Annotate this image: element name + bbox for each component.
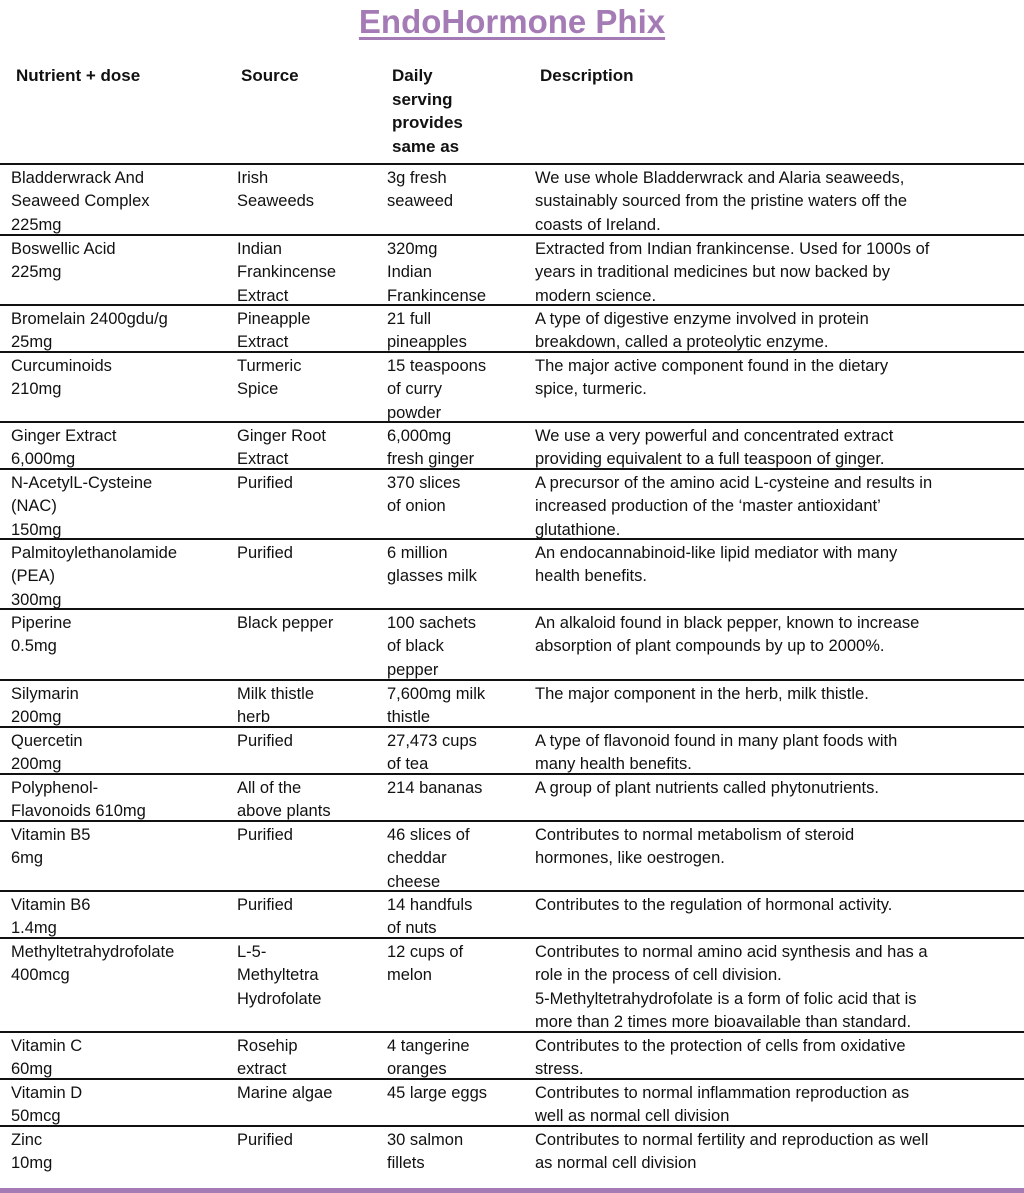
cell-nutrient-line: Bladderwrack And bbox=[11, 169, 144, 187]
table-row bbox=[0, 610, 1024, 681]
cell-description bbox=[535, 824, 1013, 871]
cell-nutrient-line: 210mg bbox=[11, 380, 62, 399]
cell-nutrient bbox=[11, 824, 225, 871]
cell-source bbox=[237, 612, 383, 635]
cell-source bbox=[237, 1129, 383, 1152]
cell-source-line: Turmeric bbox=[237, 357, 302, 375]
cell-description-line: hormones, like oestrogen. bbox=[535, 849, 725, 868]
cell-description bbox=[535, 1129, 1013, 1174]
cell-daily-serving bbox=[387, 238, 527, 306]
cell-source-line: herb bbox=[237, 708, 271, 727]
cell-source-line: Purified bbox=[237, 1131, 293, 1149]
cell-daily-serving bbox=[387, 612, 527, 681]
header-source bbox=[241, 64, 381, 88]
cell-nutrient-line: 225mg bbox=[11, 215, 62, 234]
cell-daily-serving-line: 214 bananas bbox=[387, 779, 483, 797]
table-row bbox=[0, 540, 1024, 610]
cell-description-line: A group of plant nutrients called phytonutrients. bbox=[535, 779, 879, 797]
cell-description-line: more than 2 times more bioavailable than standard. bbox=[535, 1012, 912, 1031]
cell-daily-serving-line: of nuts bbox=[387, 919, 437, 938]
cell-source bbox=[237, 167, 383, 214]
cell-description-line: stress. bbox=[535, 1060, 584, 1079]
cell-daily-serving-line: of curry bbox=[387, 380, 443, 399]
cell-daily-serving-line: fillets bbox=[387, 1154, 425, 1173]
header-nutrient bbox=[16, 64, 231, 88]
cell-source bbox=[237, 308, 383, 353]
cell-nutrient-line: 400mcg bbox=[11, 966, 70, 985]
cell-description bbox=[535, 730, 1013, 775]
cell-daily-serving-line: 14 handfuls bbox=[387, 896, 473, 914]
cell-nutrient-line: 6,000mg bbox=[11, 450, 76, 469]
cell-daily-serving bbox=[387, 167, 527, 214]
cell-nutrient-line: N-AcetylL-Cysteine bbox=[11, 474, 153, 492]
cell-description-line: providing equivalent to a full teaspoon of ginger. bbox=[535, 450, 885, 469]
cell-daily-serving-line: 320mg bbox=[387, 240, 438, 258]
cell-description bbox=[535, 894, 1013, 917]
cell-nutrient-line: (PEA) bbox=[11, 567, 56, 586]
table-row bbox=[0, 236, 1024, 306]
cell-description bbox=[535, 425, 1013, 470]
cell-source bbox=[237, 425, 383, 470]
cell-nutrient bbox=[11, 1035, 225, 1080]
nutrient-table-body bbox=[0, 165, 1024, 1174]
cell-nutrient-line: Methyltetrahydrofolate bbox=[11, 943, 175, 961]
cell-nutrient-line: 50mcg bbox=[11, 1107, 61, 1126]
cell-description-line: We use whole Bladderwrack and Alaria seaweeds, bbox=[535, 169, 905, 187]
cell-description bbox=[535, 167, 1013, 236]
cell-daily-serving bbox=[387, 941, 527, 988]
cell-nutrient-line: Seaweed Complex bbox=[11, 192, 150, 211]
cell-source-line: Milk thistle bbox=[237, 685, 315, 703]
cell-daily-serving-line: 370 slices bbox=[387, 474, 461, 492]
cell-daily-serving bbox=[387, 355, 527, 423]
table-row bbox=[0, 728, 1024, 775]
cell-daily-serving-line: oranges bbox=[387, 1060, 447, 1079]
table-row bbox=[0, 681, 1024, 728]
cell-nutrient-line: 6mg bbox=[11, 849, 44, 868]
cell-description-line: increased production of the ‘master antioxidant’ bbox=[535, 497, 881, 516]
cell-daily-serving bbox=[387, 777, 527, 800]
cell-daily-serving-line: powder bbox=[387, 403, 442, 422]
cell-description-line: A type of digestive enzyme involved in protein bbox=[535, 310, 869, 328]
cell-daily-serving-line: of black bbox=[387, 637, 444, 656]
header-daily-serving-line: same as bbox=[392, 136, 460, 156]
cell-description bbox=[535, 308, 1013, 353]
cell-source-line: Purified bbox=[237, 732, 293, 750]
cell-daily-serving-line: seaweed bbox=[387, 192, 454, 211]
cell-description-line: years in traditional medicines but now backed by bbox=[535, 263, 890, 282]
cell-source-line: L-5- bbox=[237, 943, 267, 961]
cell-description-line: glutathione. bbox=[535, 520, 621, 539]
cell-source-line: Purified bbox=[237, 474, 293, 492]
cell-description bbox=[535, 1082, 1013, 1127]
cell-description-line: absorption of plant compounds by up to 2000%. bbox=[535, 637, 885, 656]
header-source-line: Source bbox=[241, 66, 299, 85]
cell-daily-serving bbox=[387, 542, 527, 589]
cell-daily-serving-line: thistle bbox=[387, 708, 431, 727]
cell-nutrient bbox=[11, 355, 225, 402]
table-row bbox=[0, 353, 1024, 423]
cell-daily-serving-line: of tea bbox=[387, 755, 429, 774]
header-daily-serving-line: Daily bbox=[392, 66, 433, 85]
cell-description-line: Contributes to normal fertility and reproduction as well bbox=[535, 1131, 929, 1149]
cell-source-line: Purified bbox=[237, 896, 293, 914]
cell-daily-serving-line: 12 cups of bbox=[387, 943, 464, 961]
cell-source-line: Rosehip bbox=[237, 1037, 298, 1055]
cell-source-line: Extract bbox=[237, 333, 289, 352]
table-row bbox=[0, 775, 1024, 822]
cell-daily-serving-line: pepper bbox=[387, 660, 439, 679]
table-header bbox=[0, 64, 1024, 163]
cell-nutrient-line: 225mg bbox=[11, 263, 62, 282]
cell-nutrient-line: Polyphenol- bbox=[11, 779, 99, 797]
cell-source bbox=[237, 941, 383, 1011]
header-daily-serving-line: provides bbox=[392, 113, 463, 132]
cell-source bbox=[237, 730, 383, 753]
table-row bbox=[0, 939, 1024, 1033]
cell-description-line: Contributes to the protection of cells from oxidative bbox=[535, 1037, 906, 1055]
cell-description bbox=[535, 941, 1013, 1033]
cell-daily-serving-line: Frankincense bbox=[387, 286, 487, 305]
cell-nutrient bbox=[11, 238, 225, 285]
cell-nutrient-line: Piperine bbox=[11, 614, 72, 632]
cell-nutrient-line: 60mg bbox=[11, 1060, 53, 1079]
table-row bbox=[0, 1080, 1024, 1127]
cell-description-line: A precursor of the amino acid L-cysteine and results in bbox=[535, 474, 933, 492]
cell-description-line: An endocannabinoid-like lipid mediator with many bbox=[535, 544, 898, 562]
cell-nutrient bbox=[11, 542, 225, 610]
table-row bbox=[0, 306, 1024, 353]
cell-daily-serving-line: 15 teaspoons bbox=[387, 357, 487, 375]
cell-source bbox=[237, 777, 383, 822]
cell-nutrient-line: 200mg bbox=[11, 708, 62, 727]
cell-source bbox=[237, 1035, 383, 1080]
table-row bbox=[0, 470, 1024, 540]
cell-source-line: extract bbox=[237, 1060, 287, 1079]
cell-source-line: Marine algae bbox=[237, 1084, 333, 1102]
cell-nutrient-line: 200mg bbox=[11, 755, 62, 774]
cell-daily-serving-line: 30 salmon bbox=[387, 1131, 464, 1149]
cell-nutrient-line: Flavonoids 610mg bbox=[11, 802, 146, 821]
header-description bbox=[540, 64, 1010, 88]
table-row bbox=[0, 165, 1024, 236]
cell-daily-serving-line: 100 sachets bbox=[387, 614, 476, 632]
cell-daily-serving-line: of onion bbox=[387, 497, 446, 516]
cell-nutrient bbox=[11, 777, 225, 822]
table-row bbox=[0, 423, 1024, 470]
cell-daily-serving bbox=[387, 425, 527, 470]
cell-daily-serving bbox=[387, 894, 527, 939]
cell-source-line: Methyltetra bbox=[237, 966, 319, 985]
cell-daily-serving-line: melon bbox=[387, 966, 432, 985]
cell-description-line: 5-Methyltetrahydrofolate is a form of folic acid that is bbox=[535, 989, 917, 1008]
cell-description bbox=[535, 355, 1013, 402]
cell-source-line: above plants bbox=[237, 802, 331, 821]
cell-daily-serving-line: 46 slices of bbox=[387, 826, 470, 844]
cell-source bbox=[237, 472, 383, 495]
bottom-accent-bar bbox=[0, 1188, 1024, 1193]
cell-daily-serving-line: cheese bbox=[387, 872, 441, 891]
cell-nutrient-line: Vitamin D bbox=[11, 1084, 83, 1102]
cell-nutrient-line: (NAC) bbox=[11, 497, 57, 516]
page-title bbox=[0, 2, 1024, 42]
cell-description-line: coasts of Ireland. bbox=[535, 215, 661, 234]
cell-source-line: Purified bbox=[237, 826, 293, 844]
cell-nutrient bbox=[11, 612, 225, 659]
cell-source-line: Pineapple bbox=[237, 310, 311, 328]
cell-nutrient-line: Bromelain 2400gdu/g bbox=[11, 310, 168, 328]
cell-nutrient-line: 25mg bbox=[11, 333, 53, 352]
cell-description-line: spice, turmeric. bbox=[535, 380, 647, 399]
cell-nutrient-line: Silymarin bbox=[11, 685, 79, 703]
header-daily-serving-line: serving bbox=[392, 89, 453, 109]
cell-nutrient-line: Boswellic Acid bbox=[11, 240, 116, 258]
cell-description-line: modern science. bbox=[535, 286, 657, 305]
cell-nutrient bbox=[11, 941, 225, 988]
cell-source-line: Purified bbox=[237, 544, 293, 562]
cell-daily-serving-line: glasses milk bbox=[387, 567, 477, 586]
cell-description-line: many health benefits. bbox=[535, 755, 692, 774]
cell-nutrient-line: Vitamin B5 bbox=[11, 826, 91, 844]
cell-source-line: Hydrofolate bbox=[237, 989, 322, 1008]
cell-nutrient-line: Ginger Extract bbox=[11, 427, 117, 445]
cell-nutrient bbox=[11, 472, 225, 540]
cell-description-line: The major active component found in the dietary bbox=[535, 357, 889, 375]
cell-description-line: breakdown, called a proteolytic enzyme. bbox=[535, 333, 829, 352]
cell-daily-serving-line: 3g fresh bbox=[387, 169, 447, 187]
table-row bbox=[0, 1127, 1024, 1174]
header-nutrient-line: Nutrient + dose bbox=[16, 66, 141, 85]
cell-description-line: Contributes to normal amino acid synthesis and has a bbox=[535, 943, 928, 961]
table-row bbox=[0, 822, 1024, 892]
cell-daily-serving-line: cheddar bbox=[387, 849, 447, 868]
cell-description-line: Contributes to the regulation of hormonal activity. bbox=[535, 896, 893, 914]
cell-nutrient-line: 1.4mg bbox=[11, 919, 57, 938]
cell-description bbox=[535, 612, 1013, 659]
cell-source bbox=[237, 355, 383, 402]
cell-source-line: Extract bbox=[237, 286, 289, 305]
cell-daily-serving bbox=[387, 1129, 527, 1174]
cell-daily-serving bbox=[387, 683, 527, 728]
cell-source bbox=[237, 894, 383, 917]
cell-source-line: Ginger Root bbox=[237, 427, 326, 445]
cell-description bbox=[535, 238, 1013, 306]
cell-source-line: All of the bbox=[237, 779, 302, 797]
cell-description-line: as normal cell division bbox=[535, 1154, 697, 1173]
cell-nutrient-line: Vitamin C bbox=[11, 1037, 83, 1055]
cell-source bbox=[237, 683, 383, 728]
cell-source-line: Seaweeds bbox=[237, 192, 315, 211]
cell-description-line: sustainably sourced from the pristine waters off the bbox=[535, 192, 908, 211]
cell-nutrient bbox=[11, 730, 225, 775]
cell-source bbox=[237, 238, 383, 306]
cell-daily-serving-line: pineapples bbox=[387, 333, 467, 352]
cell-nutrient-line: 0.5mg bbox=[11, 637, 57, 656]
cell-source-line: Frankincense bbox=[237, 263, 337, 282]
cell-daily-serving bbox=[387, 730, 527, 775]
cell-nutrient bbox=[11, 683, 225, 728]
header-description-line: Description bbox=[540, 66, 634, 85]
cell-description-line: We use a very powerful and concentrated extract bbox=[535, 427, 894, 445]
cell-description-line: role in the process of cell division. bbox=[535, 966, 782, 985]
cell-source-line: Extract bbox=[237, 450, 289, 469]
cell-description bbox=[535, 1035, 1013, 1080]
cell-nutrient bbox=[11, 425, 225, 470]
cell-source-line: Irish bbox=[237, 169, 269, 187]
cell-nutrient-line: 150mg bbox=[11, 520, 62, 539]
cell-source bbox=[237, 824, 383, 847]
cell-daily-serving bbox=[387, 472, 527, 519]
cell-daily-serving-line: 27,473 cups bbox=[387, 732, 477, 750]
cell-daily-serving bbox=[387, 308, 527, 353]
cell-description-line: Contributes to normal inflammation reproduction as bbox=[535, 1084, 910, 1102]
cell-daily-serving bbox=[387, 824, 527, 892]
cell-nutrient-line: Zinc bbox=[11, 1131, 43, 1149]
cell-nutrient bbox=[11, 894, 225, 939]
cell-daily-serving-line: 6 million bbox=[387, 544, 448, 562]
table-row bbox=[0, 1033, 1024, 1080]
cell-description-line: An alkaloid found in black pepper, known to increase bbox=[535, 614, 920, 632]
cell-description-line: Extracted from Indian frankincense. Used for 1000s of bbox=[535, 240, 930, 258]
cell-description bbox=[535, 472, 1013, 540]
cell-description bbox=[535, 683, 1013, 706]
cell-daily-serving-line: Indian bbox=[387, 263, 432, 282]
cell-daily-serving-line: 4 tangerine bbox=[387, 1037, 470, 1055]
cell-nutrient-line: 10mg bbox=[11, 1154, 53, 1173]
header-daily-serving bbox=[392, 64, 522, 158]
cell-nutrient-line: 300mg bbox=[11, 590, 62, 609]
cell-daily-serving bbox=[387, 1082, 527, 1105]
cell-nutrient bbox=[11, 1082, 225, 1127]
cell-description-line: The major component in the herb, milk thistle. bbox=[535, 685, 869, 703]
cell-description-line: health benefits. bbox=[535, 567, 647, 586]
cell-daily-serving bbox=[387, 1035, 527, 1080]
cell-nutrient-line: Palmitoylethanolamide bbox=[11, 544, 178, 562]
cell-description-line: A type of flavonoid found in many plant foods with bbox=[535, 732, 898, 750]
cell-source-line: Indian bbox=[237, 240, 282, 258]
cell-source-line: Spice bbox=[237, 380, 279, 399]
cell-daily-serving-line: 21 full bbox=[387, 310, 432, 328]
cell-nutrient bbox=[11, 167, 225, 236]
cell-nutrient bbox=[11, 308, 225, 353]
cell-description-line: Contributes to normal metabolism of steroid bbox=[535, 826, 855, 844]
cell-nutrient-line: Quercetin bbox=[11, 732, 83, 750]
cell-nutrient-line: Vitamin B6 bbox=[11, 896, 91, 914]
cell-source-line: Black pepper bbox=[237, 614, 334, 632]
cell-description bbox=[535, 542, 1013, 589]
table-row bbox=[0, 892, 1024, 939]
cell-description bbox=[535, 777, 1013, 800]
cell-source bbox=[237, 1082, 383, 1105]
cell-daily-serving-line: 6,000mg bbox=[387, 427, 452, 445]
cell-source bbox=[237, 542, 383, 565]
cell-daily-serving-line: fresh ginger bbox=[387, 450, 475, 469]
cell-description-line: well as normal cell division bbox=[535, 1107, 730, 1126]
cell-nutrient-line: Curcuminoids bbox=[11, 357, 112, 375]
cell-daily-serving-line: 7,600mg milk bbox=[387, 685, 486, 703]
cell-daily-serving-line: 45 large eggs bbox=[387, 1084, 487, 1102]
cell-nutrient bbox=[11, 1129, 225, 1174]
page-title-text: EndoHormone Phix bbox=[358, 3, 666, 40]
